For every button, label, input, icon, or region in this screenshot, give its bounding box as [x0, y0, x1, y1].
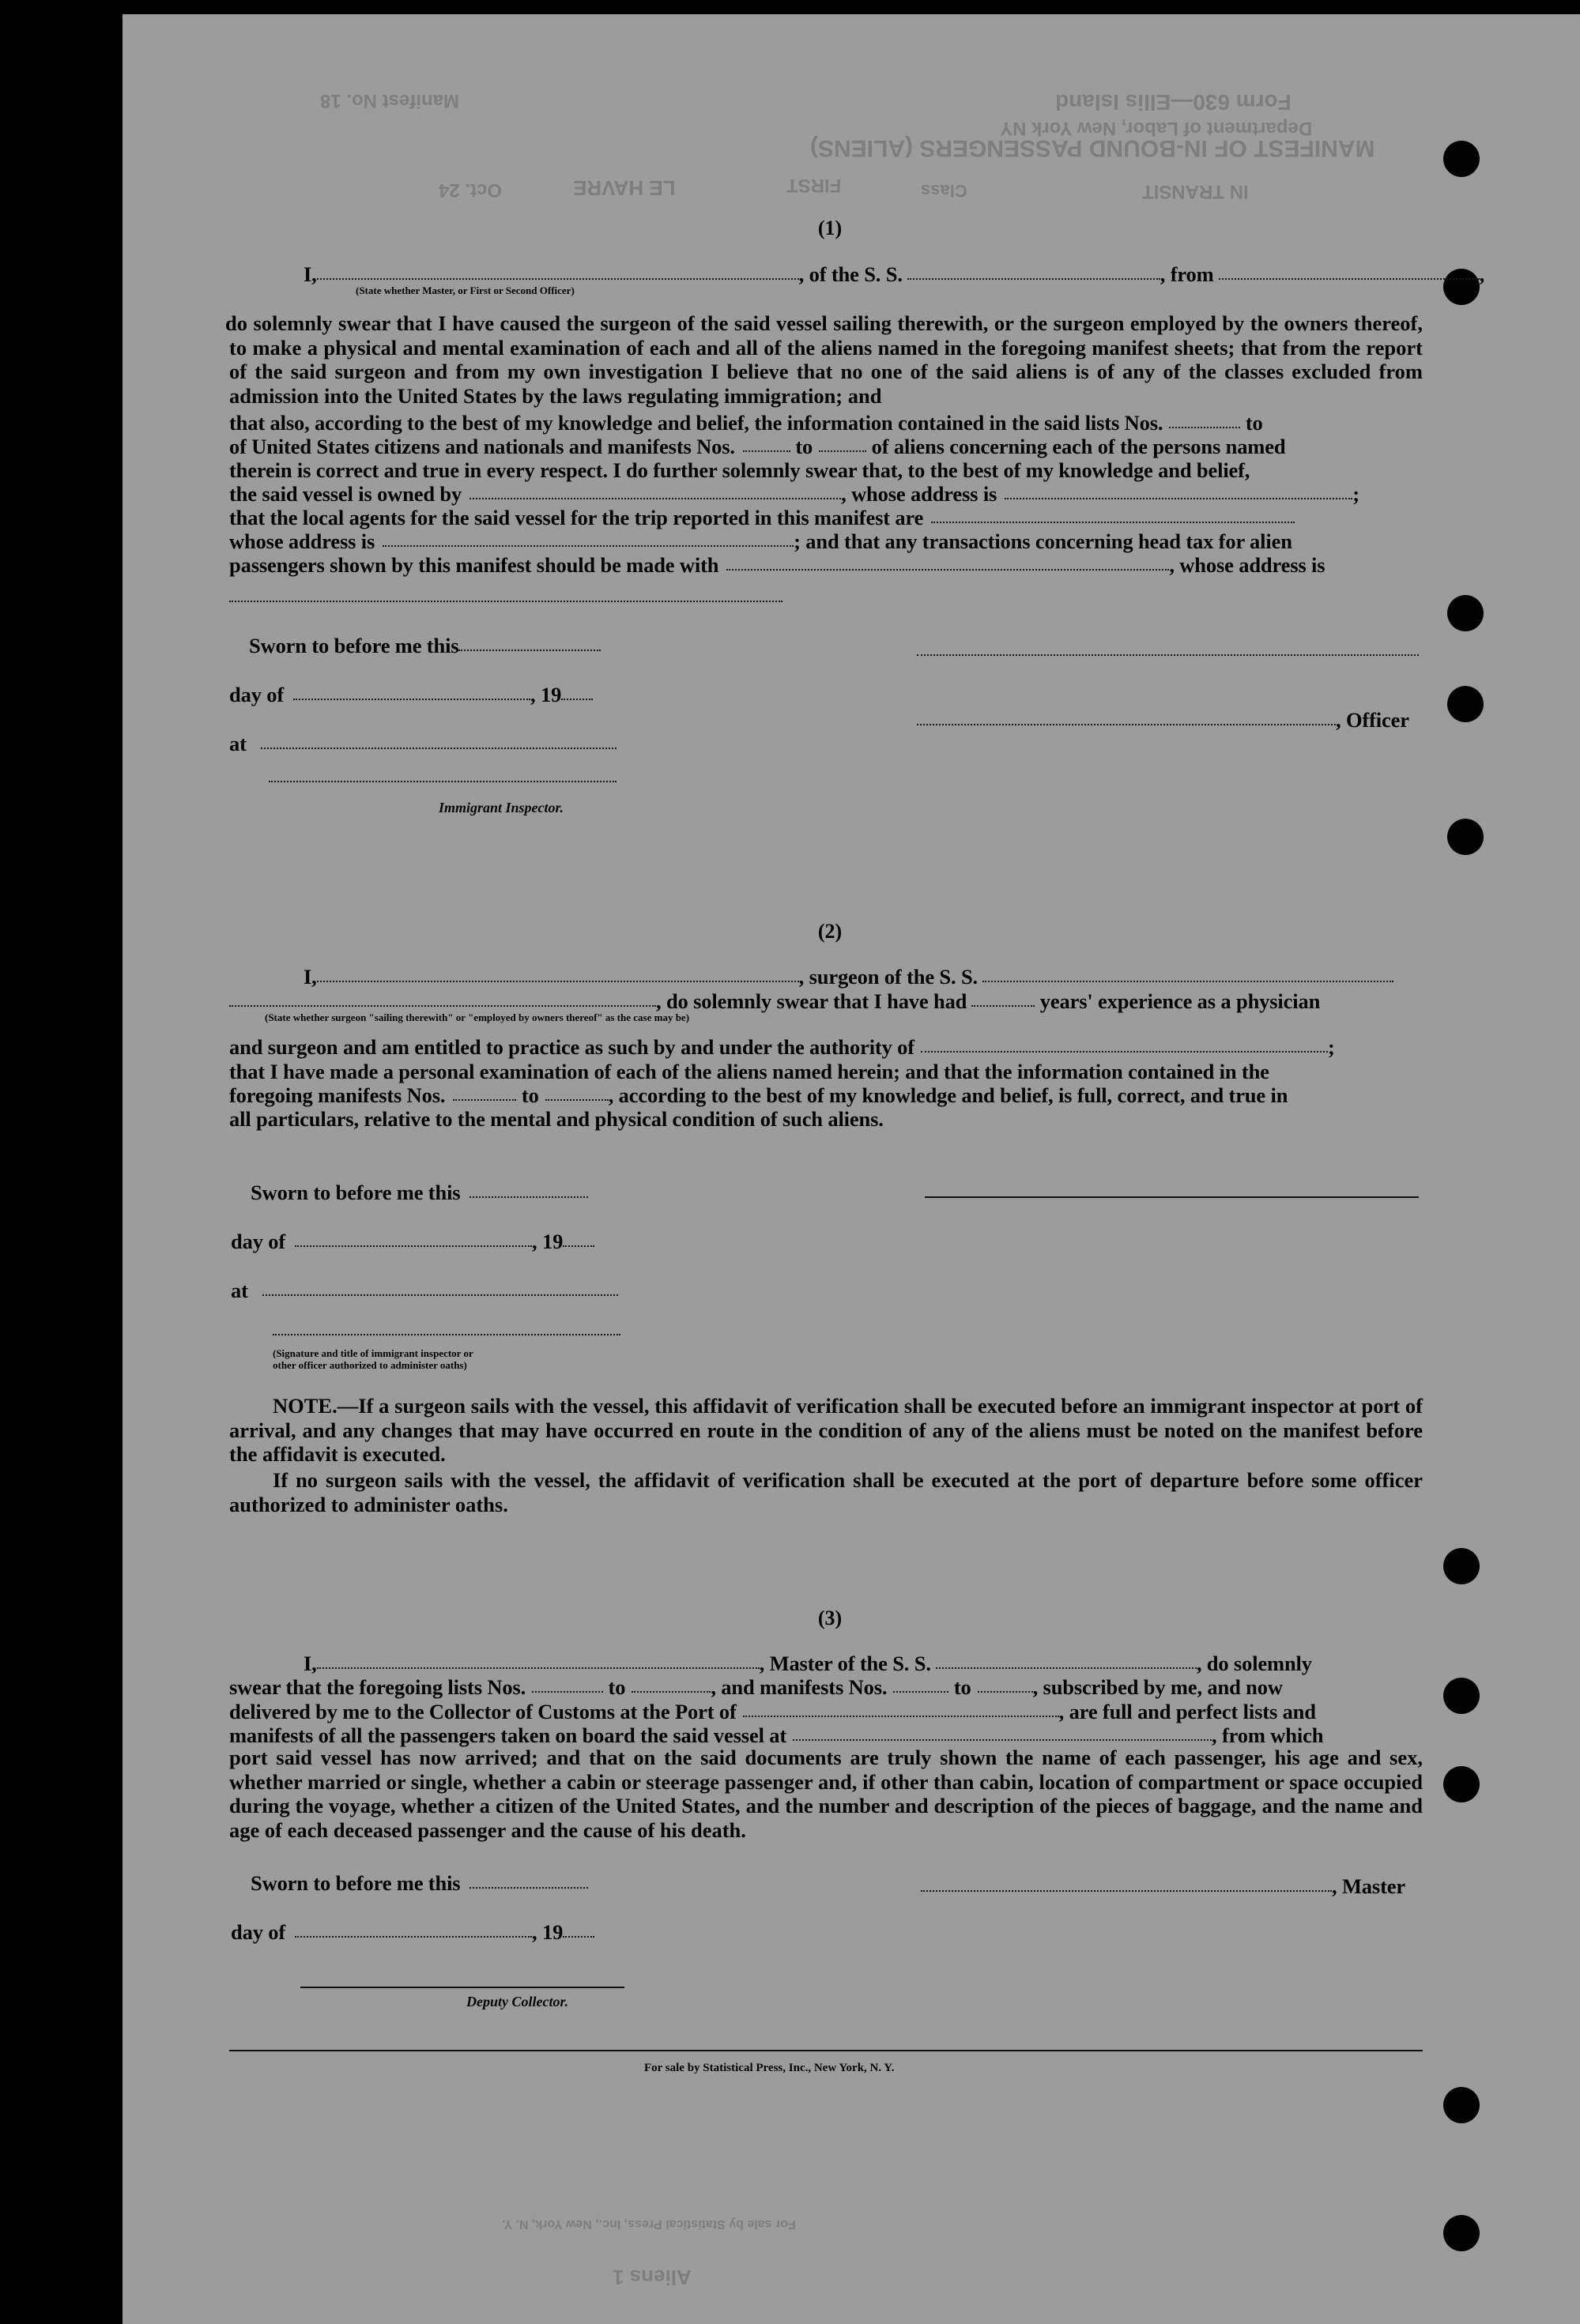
- s1-line-13: whose address is ; and that any transactions concerning head tax for alien: [229, 529, 1292, 553]
- s1-inspector-line: [269, 781, 617, 782]
- s1-line-10: therein is correct and true in every respect. I do further solemnly swear that, to the best of my knowledge and belief,: [229, 458, 1250, 482]
- s2-line-1: I, , surgeon of the S. S.: [304, 966, 1393, 988]
- section-2-number: (2): [817, 920, 843, 943]
- s2-line-2: , do solemnly swear that I have had years' experience as a physician: [229, 991, 1320, 1012]
- s1-sworn: Sworn to before me this: [249, 635, 601, 657]
- punch-hole: [1443, 1678, 1480, 1714]
- immigrant-inspector-label: Immigrant Inspector.: [439, 800, 564, 815]
- bleed-first: FIRST: [786, 175, 842, 196]
- manifest-back-page: [123, 14, 1580, 2324]
- surgeon-status-note: (State whether surgeon "sailing therewith" or "employed by owners thereof" as the case may be): [265, 1011, 690, 1023]
- s2-day-of: day of , 19: [231, 1231, 594, 1252]
- s2-line-3: and surgeon and am entitled to practice as such by and under the authority of ;: [229, 1035, 1335, 1059]
- s1-line-14: passengers shown by this manifest should be made with , whose address is: [229, 553, 1325, 577]
- s1-signature-line: [917, 654, 1419, 656]
- s3-master-line: , Master: [921, 1876, 1405, 1897]
- s1-day-of: day of , 19: [229, 684, 593, 706]
- s3-paragraph: port said vessel has now arrived; and that on the said documents are truly shown the name of each passenger, his age and sex, whether married or single, whether a cabin or steerage passenger and, if other than cabin, location of compartment or space occupied during the voyage, whether a citizen of the United States, and the number and description of the pieces of baggage, and the name and age of each deceased passenger and the cause of his death.: [229, 1746, 1423, 1842]
- s2-signature-line: [925, 1196, 1419, 1198]
- bleed-footer: For sale by Statistical Press, Inc., New York, N. Y.: [502, 2217, 796, 2231]
- bleed-transit: IN TRANSIT: [1142, 181, 1249, 202]
- bleed-header-left: Manifest No. 18: [320, 90, 460, 111]
- bleed-header-right-1: Form 630—Ellis Island: [1055, 90, 1292, 115]
- punch-hole: [1447, 595, 1484, 631]
- bleed-header-right-2: Department of Labor, New York NY: [1000, 118, 1313, 139]
- bleed-aliens-stamp: Aliens 1: [613, 2266, 692, 2289]
- s1-line-9: of United States citizens and nationals and manifests Nos. to of aliens concerning each of the persons named: [229, 435, 1286, 458]
- s1-address-line: [229, 601, 782, 602]
- punch-hole: [1443, 1548, 1480, 1584]
- footer-rule: [229, 2050, 1423, 2051]
- bleed-arrival-date: Oct. 24: [439, 179, 503, 201]
- punch-hole: [1447, 686, 1484, 722]
- s3-sworn: Sworn to before me this: [251, 1873, 588, 1894]
- s3-deputy-line: [300, 1987, 624, 1988]
- s2-signature-title-line: [273, 1334, 620, 1335]
- deputy-collector-label: Deputy Collector.: [466, 1994, 568, 2009]
- s1-line-11: the said vessel is owned by , whose address is ;: [229, 482, 1359, 506]
- section-1-number: (1): [817, 217, 843, 239]
- s3-line-3: delivered by me to the Collector of Customs at the Port of , are full and perfect lists and: [229, 1700, 1316, 1723]
- section-3-number: (3): [817, 1606, 843, 1629]
- s3-day-of: day of , 19: [231, 1922, 594, 1943]
- s2-line-4: that I have made a personal examination of each of the aliens named herein; and that the information contained in the: [229, 1060, 1269, 1083]
- surgeon-note-1: NOTE.—If a surgeon sails with the vessel, this affidavit of verification shall be executed before an immigrant inspector at port of arrival, and any changes that may have occurred en route in the condition of any of the aliens must be noted on the manifest before the affidavit is executed.: [229, 1394, 1423, 1466]
- s2-at: at: [231, 1280, 618, 1301]
- s2-line-5: foregoing manifests Nos. to , according to the best of my knowledge and belief, is full, correct, and true in: [229, 1083, 1288, 1107]
- s3-line-1: I, , Master of the S. S. , do solemnly: [304, 1652, 1312, 1675]
- punch-hole: [1447, 819, 1484, 855]
- s2-sig-note-1: (Signature and title of immigrant inspector or: [273, 1347, 473, 1359]
- s1-at: at: [229, 733, 617, 755]
- bleed-header-center: MANIFEST OF IN-BOUND PASSENGERS (ALIENS): [810, 135, 1375, 161]
- punch-hole: [1443, 2215, 1480, 2251]
- bleed-class: Class: [921, 181, 967, 201]
- s3-line-4: manifests of all the passengers taken on board the said vessel at , from which: [229, 1723, 1324, 1747]
- s2-sig-note-2: other officer authorized to administer oaths): [273, 1359, 467, 1371]
- bleed-port-from: LE HAVRE: [573, 176, 676, 200]
- s2-sworn: Sworn to before me this: [251, 1182, 588, 1203]
- s2-line-6: all particulars, relative to the mental and physical condition of such aliens.: [229, 1107, 884, 1131]
- s1-line-8: that also, according to the best of my knowledge and belief, the information contained in the said lists Nos. to: [229, 411, 1263, 435]
- s3-line-2: swear that the foregoing lists Nos. to , and manifests Nos. to , subscribed by me, and now: [229, 1675, 1283, 1699]
- officer-rank-note: (State whether Master, or First or Second Officer): [356, 284, 575, 296]
- printer-credit: For sale by Statistical Press, Inc., New York, N. Y.: [644, 2062, 895, 2074]
- s1-line-1: I, , of the S. S. , from ,: [304, 262, 1485, 286]
- punch-hole: [1443, 141, 1480, 177]
- s1-officer-line: , Officer: [917, 710, 1409, 731]
- punch-hole: [1443, 1766, 1480, 1802]
- surgeon-note-2: If no surgeon sails with the vessel, the affidavit of verification shall be executed at the port of departure before some officer authorized to administer oaths.: [229, 1468, 1423, 1516]
- s1-line-12: that the local agents for the said vessel for the trip reported in this manifest are: [229, 507, 1295, 529]
- punch-hole: [1443, 2087, 1480, 2123]
- s1-paragraph: do solemnly swear that I have caused the surgeon of the said vessel sailing therewith, or the surgeon employed by the owners thereof, to make a physical and mental examination of each and all of the aliens named in the foregoing manifest sheets; that from the report of the said surgeon and from my own investigation I believe that no one of the said aliens is of any of the classes excluded from admission into the United States by the laws regulating immigration; and: [225, 311, 1423, 408]
